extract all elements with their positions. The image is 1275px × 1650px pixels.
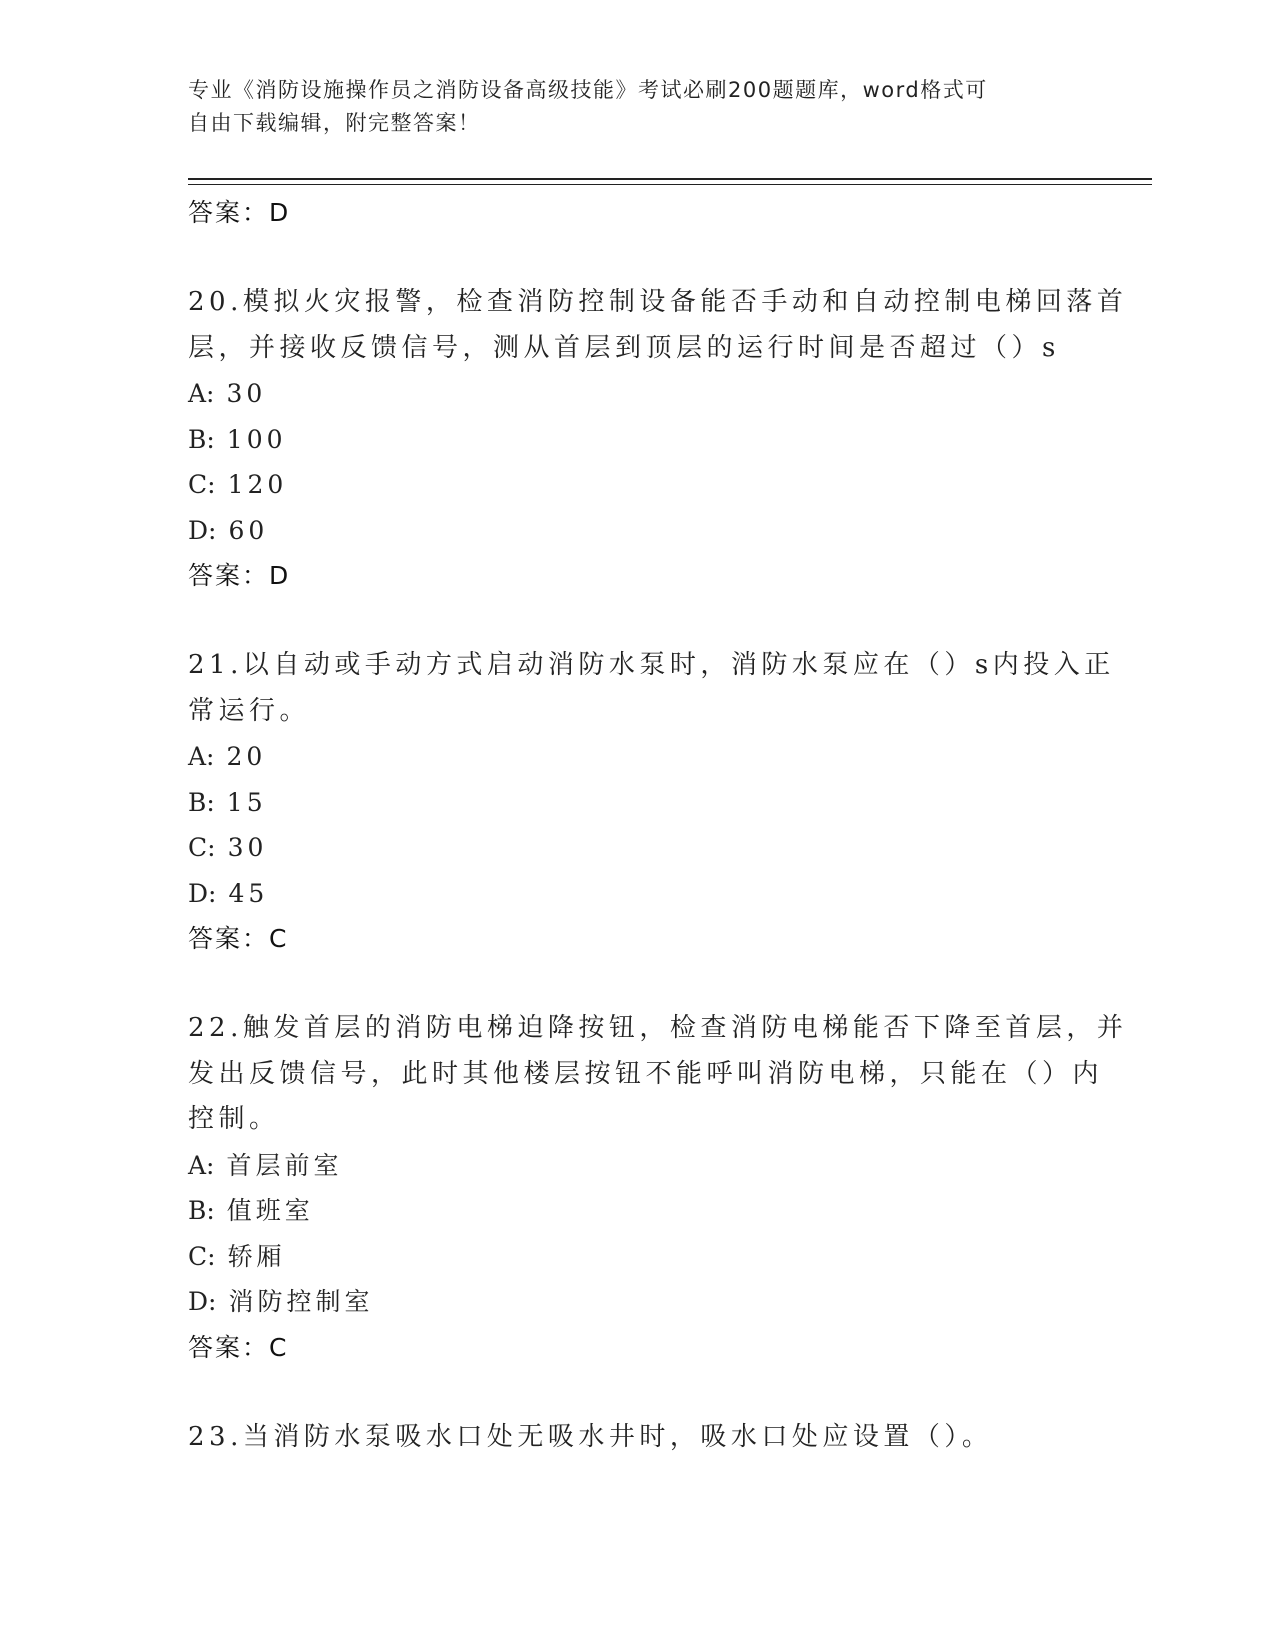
- option-a: [188, 371, 1108, 417]
- answer-line: 答案：C: [188, 924, 289, 953]
- document-header: [188, 74, 1088, 140]
- question-stem: 发出反馈信号，此时其他楼层按钮不能呼叫消防电梯，只能在（）内: [188, 1058, 1104, 1089]
- question-block: [188, 643, 1115, 962]
- header-divider: [188, 178, 1152, 180]
- option-text: 轿厢: [227, 1241, 286, 1271]
- option-c: [188, 1234, 1108, 1280]
- option-text: 45: [228, 878, 269, 908]
- option-b: [188, 1188, 1108, 1234]
- question-stem: 20.模拟火灾报警，检查消防控制设备能否手动和自动控制电梯回落首: [188, 287, 1128, 317]
- option-key: D:: [188, 1287, 217, 1316]
- option-a: [188, 734, 1108, 780]
- option-key: B:: [188, 787, 215, 817]
- document-body: [188, 190, 1128, 1460]
- option-key: C:: [188, 470, 216, 499]
- option-key: D:: [188, 878, 217, 908]
- answer-line: 答案：D: [188, 198, 291, 227]
- question-stem: 23.当消防水泵吸水口处无吸水井时，吸水口处应设置（）。: [188, 1421, 993, 1452]
- option-key: A:: [188, 1150, 215, 1180]
- option-b: [188, 780, 1108, 826]
- option-text: 消防控制室: [228, 1287, 374, 1316]
- question-stem: 21.以自动或手动方式启动消防水泵时，消防水泵应在（）s内投入正: [188, 650, 1115, 680]
- option-c: [188, 825, 1108, 871]
- answer-line: 答案：D: [188, 561, 291, 590]
- question-stem: 控制。: [188, 1104, 280, 1134]
- option-key: D:: [188, 515, 217, 545]
- option-b: [188, 417, 1108, 463]
- option-key: A:: [188, 379, 215, 408]
- question-stem: 常运行。: [188, 695, 311, 726]
- option-key: B:: [188, 424, 215, 454]
- option-text: 30: [226, 379, 267, 408]
- option-text: 60: [228, 515, 269, 545]
- option-d: [188, 1279, 1108, 1325]
- option-a: [188, 1143, 1108, 1189]
- option-c: [188, 462, 1108, 508]
- option-text: 首层前室: [226, 1150, 343, 1180]
- question-block: [188, 1415, 1108, 1461]
- option-text: 100: [226, 424, 287, 454]
- header-line: 自由下载编辑，附完整答案！: [188, 111, 481, 135]
- option-key: C:: [188, 833, 216, 862]
- option-text: 15: [226, 787, 267, 817]
- option-text: 120: [227, 470, 288, 499]
- question-block: [188, 280, 1128, 599]
- question-stem: 22.触发首层的消防电梯迫降按钮，检查消防电梯能否下降至首层，并: [188, 1013, 1128, 1043]
- option-d: [188, 871, 1108, 917]
- header-divider-thin: [188, 184, 1152, 185]
- header-line: 专业《消防设施操作员之消防设备高级技能》考试必刷200题题库，word格式可: [188, 78, 988, 102]
- option-text: 30: [227, 833, 268, 862]
- option-text: 值班室: [226, 1196, 314, 1225]
- option-key: B:: [188, 1196, 215, 1225]
- option-key: C:: [188, 1241, 216, 1271]
- option-text: 20: [226, 742, 267, 771]
- question-block: [188, 1006, 1128, 1371]
- option-d: [188, 508, 1108, 554]
- option-key: A:: [188, 742, 215, 771]
- answer-line: 答案：C: [188, 1332, 289, 1362]
- question-stem: 层，并接收反馈信号，测从首层到顶层的运行时间是否超过（）s: [188, 332, 1060, 363]
